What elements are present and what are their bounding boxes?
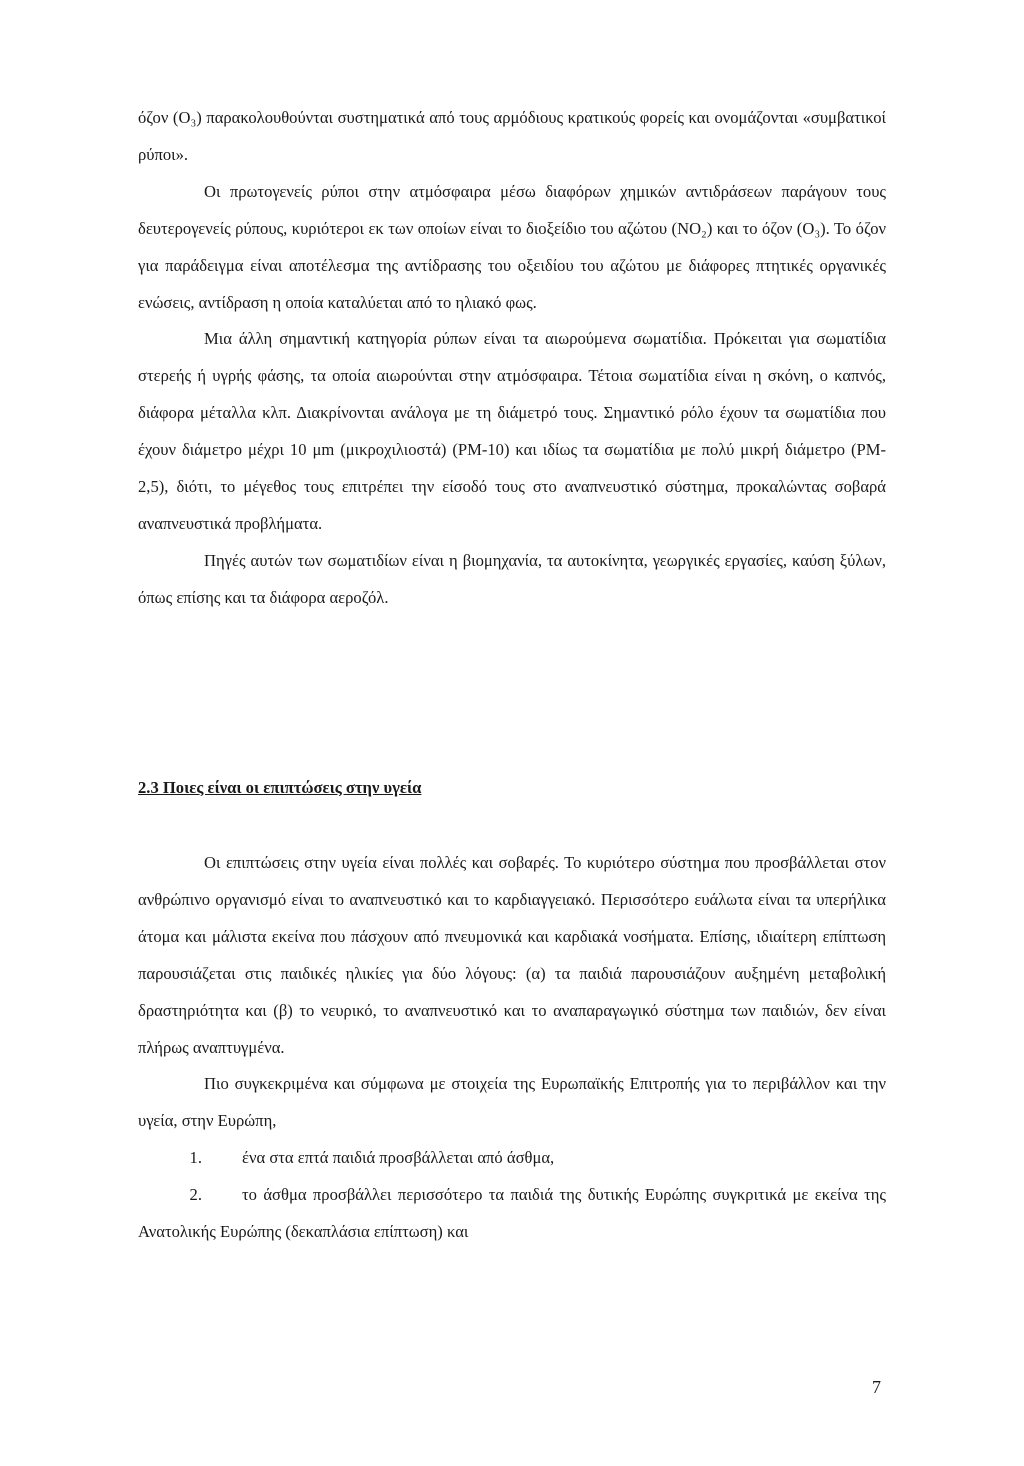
paragraph-5: Οι επιπτώσεις στην υγεία είναι πολλές και σοβαρές. Το κυριότερο σύστημα που προσβάλλεται στον ανθρώπινο οργανισμό είναι το αναπνευστικό και το καρδιαγγειακό. Περισσότερο ευάλωτα είναι τα υπερήλικα άτομα και μάλιστα εκείνα που πάσχουν από πνευμονικά και καρδιακά νοσήματα. Επίσης, ιδιαίτερη επίπτωση παρουσιάζεται στις παιδικές ηλικίες για δύο λόγους: (α) τα παιδιά παρουσιάζουν αυξημένη μεταβολική δραστηριότητα και (β) το νευρικό, το αναπνευστικό και το αναπαραγωγικό σύστημα των παιδιών, δεν είναι πλήρως αναπτυγμένα.	[138, 853, 886, 1057]
paragraph-2: Οι πρωτογενείς ρύποι στην ατμόσφαιρα μέσω διαφόρων χημικών αντιδράσεων παράγουν τους δευτερογενείς ρύπους, κυριότεροι εκ των οποίων είναι το διοξείδιο του αζώτου (ΝΟ₂) και το όζον (Ο₃). Το όζον για παράδειγμα είναι αποτέλεσμα της αντίδρασης του οξειδίου του αζώτου με διάφορες πτητικές οργανικές ενώσεις, αντίδραση η οποία καταλύεται από το ηλιακό φως.	[138, 181, 886, 312]
list-number: 2.	[189, 1185, 202, 1205]
page-body-bottom	[138, 845, 886, 1251]
page-number: 7	[872, 1377, 881, 1397]
page-body-top	[138, 100, 886, 617]
list-item	[138, 1177, 886, 1251]
section-heading: 2.3 Ποιες είναι οι επιπτώσεις στην υγεία	[138, 778, 422, 797]
list-item	[138, 1140, 886, 1177]
list-number: 1.	[189, 1148, 202, 1168]
paragraph-4: Πηγές αυτών των σωματιδίων είναι η βιομηχανία, τα αυτοκίνητα, γεωργικές εργασίες, καύση ξύλων, όπως επίσης και τα διάφορα αεροζόλ.	[138, 550, 886, 607]
paragraph-6: Πιο συγκεκριμένα και σύμφωνα με στοιχεία της Ευρωπαϊκής Επιτροπής για το περιβάλλον και την υγεία, στην Ευρώπη,	[138, 1074, 886, 1131]
list-text: ένα στα επτά παιδιά προσβάλλεται από άσθμα,	[242, 1148, 555, 1168]
list-text: το άσθμα προσβάλλει περισσότερο τα παιδιά της δυτικής Ευρώπης συγκριτικά με εκείνα της Ανατολικής Ευρώπης (δεκαπλάσια επίπτωση) και	[138, 1185, 886, 1242]
paragraph-3: Μια άλλη σημαντική κατηγορία ρύπων είναι τα αιωρούμενα σωματίδια. Πρόκειται για σωματίδια στερεής ή υγρής φάσης, τα οποία αιωρούνται στην ατμόσφαιρα. Τέτοια σωματίδια είναι η σκόνη, ο καπνός, διάφορα μέταλλα κλπ. Διακρίνονται ανάλογα με τη διάμετρό τους. Σημαντικό ρόλο έχουν τα σωματίδια που έχουν διάμετρο μέχρι 10 μm (μικροχιλιοστά) (PM-10) και ιδίως τα σωματίδια με πολύ μικρή διάμετρο (PM-2,5), διότι, το μέγεθος τους επιτρέπει την είσοδό τους στο αναπνευστικό σύστημα, προκαλώντας σοβαρά αναπνευστικά προβλήματα.	[138, 329, 886, 533]
paragraph-1: όζον (Ο₃) παρακολουθούνται συστηματικά από τους αρμόδιους κρατικούς φορείς και ονομάζονται «συμβατικοί ρύποι».	[138, 108, 886, 164]
